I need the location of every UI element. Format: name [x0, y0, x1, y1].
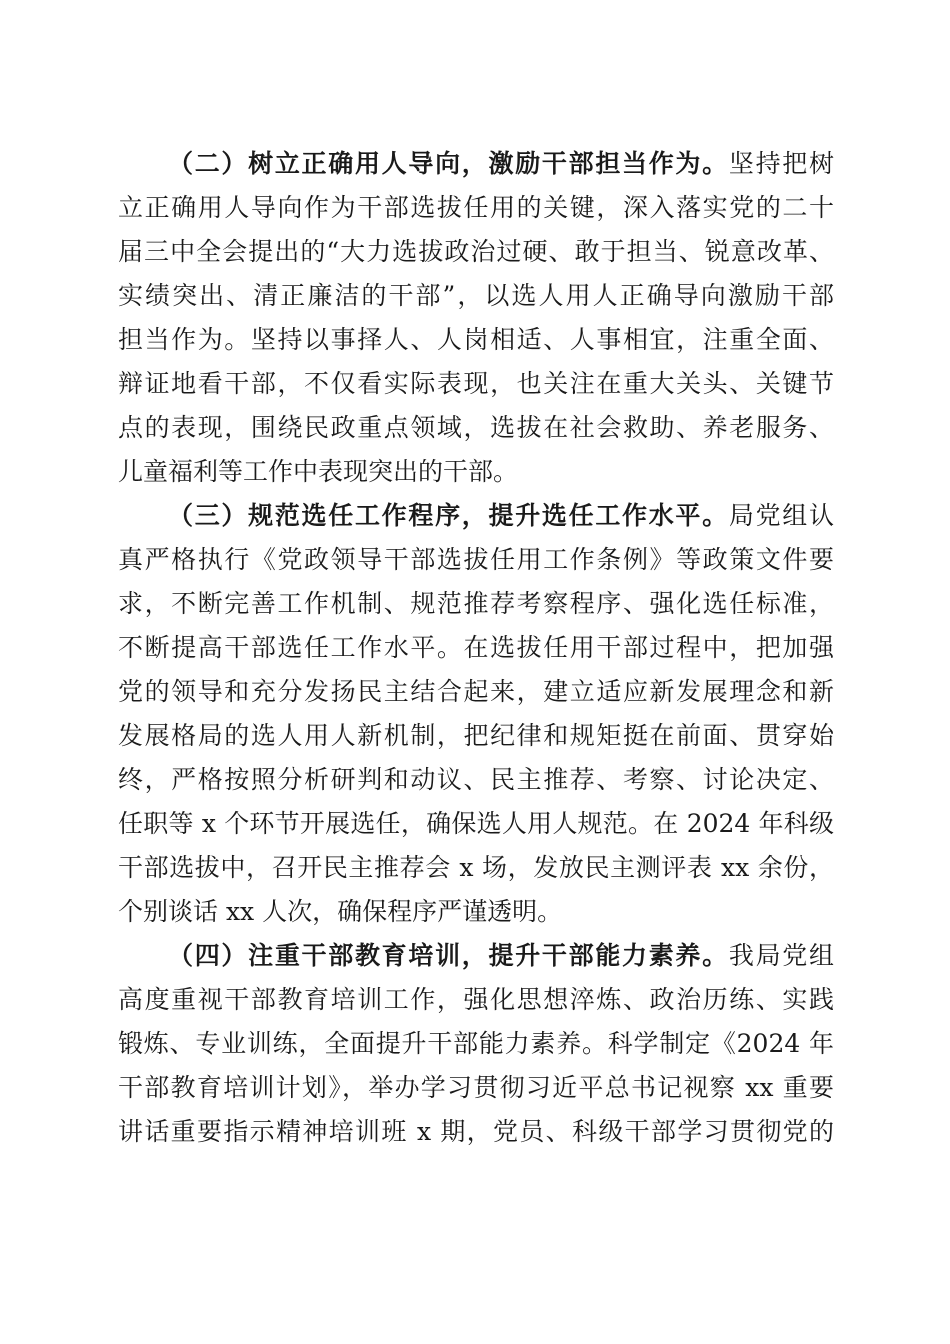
paragraph-3-line-1 [118, 494, 834, 538]
paragraph-3-line-9: 干部选拔中，召开民主推荐会 x 场，发放民主测评表 xx 余份， [118, 853, 834, 882]
paragraph-2-line-8: 儿童福利等工作中表现突出的干部。 [118, 457, 519, 486]
paragraph-2-line-5: 担当作为。坚持以事择人、人岗相适、人事相宜，注重全面、 [118, 325, 834, 354]
paragraph-3-heading: （三）规范选任工作程序，提升选任工作水平。 [168, 501, 729, 530]
paragraph-3-line-7: 终，严格按照分析研判和动议、民主推荐、考察、讨论决定、 [118, 765, 834, 794]
paragraph-2-line-7: 点的表现，围绕民政重点领域，选拔在社会救助、养老服务、 [118, 413, 834, 442]
paragraph-2-line-4: 实绩突出、清正廉洁的干部”，以选人用人正确导向激励干部 [118, 281, 834, 310]
paragraph-3-line-5: 党的领导和充分发扬民主结合起来，建立适应新发展理念和新 [118, 677, 834, 706]
paragraph-4-heading: （四）注重干部教育培训，提升干部能力素养。 [168, 941, 729, 970]
paragraph-3-line-10: 个别谈话 xx 人次，确保程序严谨透明。 [118, 897, 563, 926]
paragraph-4-line-5: 讲话重要指示精神培训班 x 期，党员、科级干部学习贯彻党的 [118, 1117, 834, 1146]
paragraph-3-line-8: 任职等 x 个环节开展选任，确保选人用人规范。在 2024 年科级 [118, 809, 834, 838]
document-body [118, 142, 834, 1154]
paragraph-4-text: 我局党组 [728, 941, 834, 970]
paragraph-2-line-6: 辩证地看干部，不仅看实际表现，也关注在重大关头、关键节 [118, 369, 834, 398]
paragraph-3-line-4: 不断提高干部选任工作水平。在选拔任用干部过程中，把加强 [118, 633, 834, 662]
paragraph-2-heading: （二）树立正确用人导向，激励干部担当作为。 [168, 149, 729, 178]
paragraph-4-line-1 [118, 934, 834, 978]
paragraph-3-line-2: 真严格执行《党政领导干部选拔任用工作条例》等政策文件要 [118, 545, 834, 574]
paragraph-2-line-1 [118, 142, 834, 186]
paragraph-3-text: 局党组认 [728, 501, 834, 530]
paragraph-4-line-3: 锻炼、专业训练，全面提升干部能力素养。科学制定《2024 年 [118, 1029, 834, 1058]
paragraph-3-line-6: 发展格局的选人用人新机制，把纪律和规矩挺在前面、贯穿始 [118, 721, 834, 750]
paragraph-2-text: 坚持把树 [728, 149, 834, 178]
paragraph-4-line-2: 高度重视干部教育培训工作，强化思想淬炼、政治历练、实践 [118, 985, 834, 1014]
paragraph-2-line-3: 届三中全会提出的“大力选拔政治过硬、敢于担当、锐意改革、 [118, 237, 834, 266]
paragraph-3-line-3: 求，不断完善工作机制、规范推荐考察程序、强化选任标准， [118, 589, 834, 618]
paragraph-2-line-2: 立正确用人导向作为干部选拔任用的关键，深入落实党的二十 [118, 193, 834, 222]
paragraph-4-line-4: 干部教育培训计划》，举办学习贯彻习近平总书记视察 xx 重要 [118, 1073, 834, 1102]
